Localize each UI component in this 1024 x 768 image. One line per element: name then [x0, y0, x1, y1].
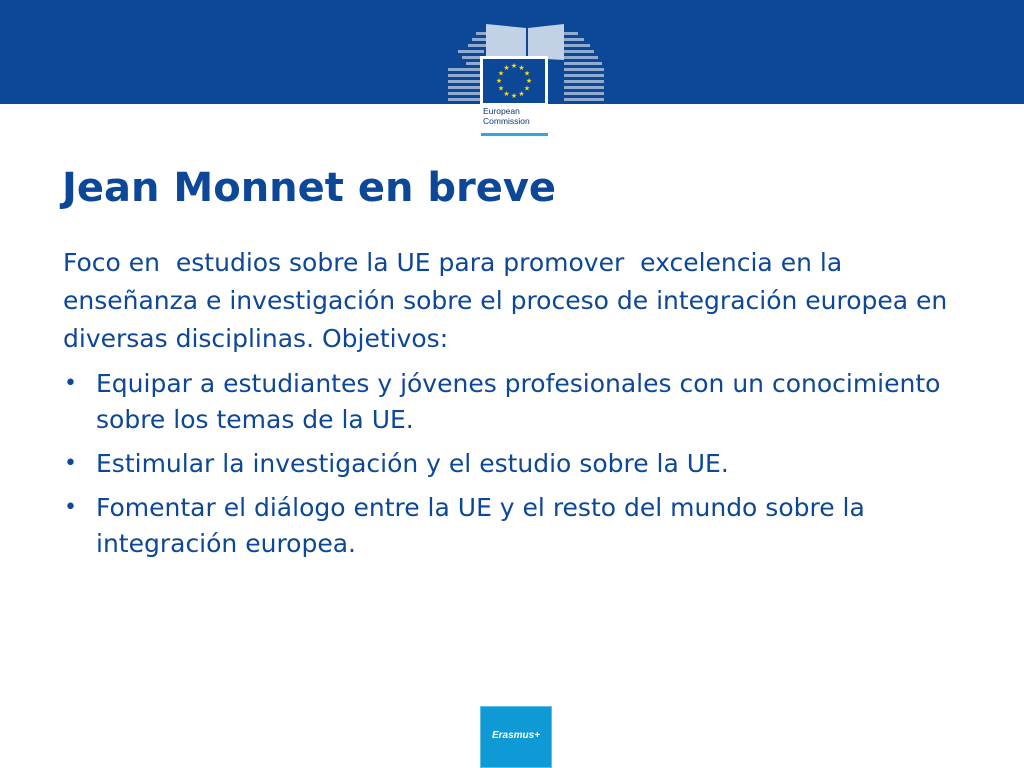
logo-underline	[481, 133, 548, 136]
svg-text:★: ★	[518, 64, 525, 72]
objectives-list	[63, 366, 973, 562]
slide-title: Jean Monnet en breve	[62, 165, 557, 211]
svg-text:★: ★	[503, 64, 510, 72]
slide-content	[63, 244, 973, 562]
bullet-icon: •	[64, 371, 77, 396]
intro-paragraph: Foco en estudios sobre la UE para promover excelencia en la enseñanza e investigación sobre el proceso de integración europea en diversas disciplinas. Objetivos:	[63, 248, 956, 353]
logo-caption-line2: Commission	[483, 116, 530, 126]
svg-text:★: ★	[523, 69, 531, 78]
svg-text:★: ★	[525, 77, 533, 85]
logo-caption	[483, 106, 553, 126]
bullet-text: Estimular la investigación y el estudio sobre la UE.	[96, 449, 729, 478]
svg-text:★: ★	[510, 92, 518, 100]
svg-text:★: ★	[523, 84, 531, 93]
list-item	[63, 366, 973, 438]
svg-text:★: ★	[497, 69, 505, 78]
erasmus-plus-label: Erasmus+	[491, 730, 541, 741]
svg-text:★: ★	[503, 90, 510, 98]
svg-text:★: ★	[510, 62, 518, 70]
svg-text:★: ★	[495, 77, 503, 85]
logo-caption-line1: European	[483, 106, 520, 116]
svg-text:★: ★	[518, 90, 525, 98]
bullet-text: Fomentar el diálogo entre la UE y el resto del mundo sobre la integración europea.	[96, 493, 865, 558]
svg-text:★: ★	[497, 84, 505, 93]
bullet-icon: •	[64, 451, 77, 476]
list-item	[63, 446, 973, 482]
bullet-text: Equipar a estudiantes y jóvenes profesionales con un conocimiento sobre los temas de la UE.	[96, 369, 941, 434]
erasmus-plus-badge	[480, 706, 552, 768]
list-item	[63, 490, 973, 562]
bullet-icon: •	[64, 495, 77, 520]
